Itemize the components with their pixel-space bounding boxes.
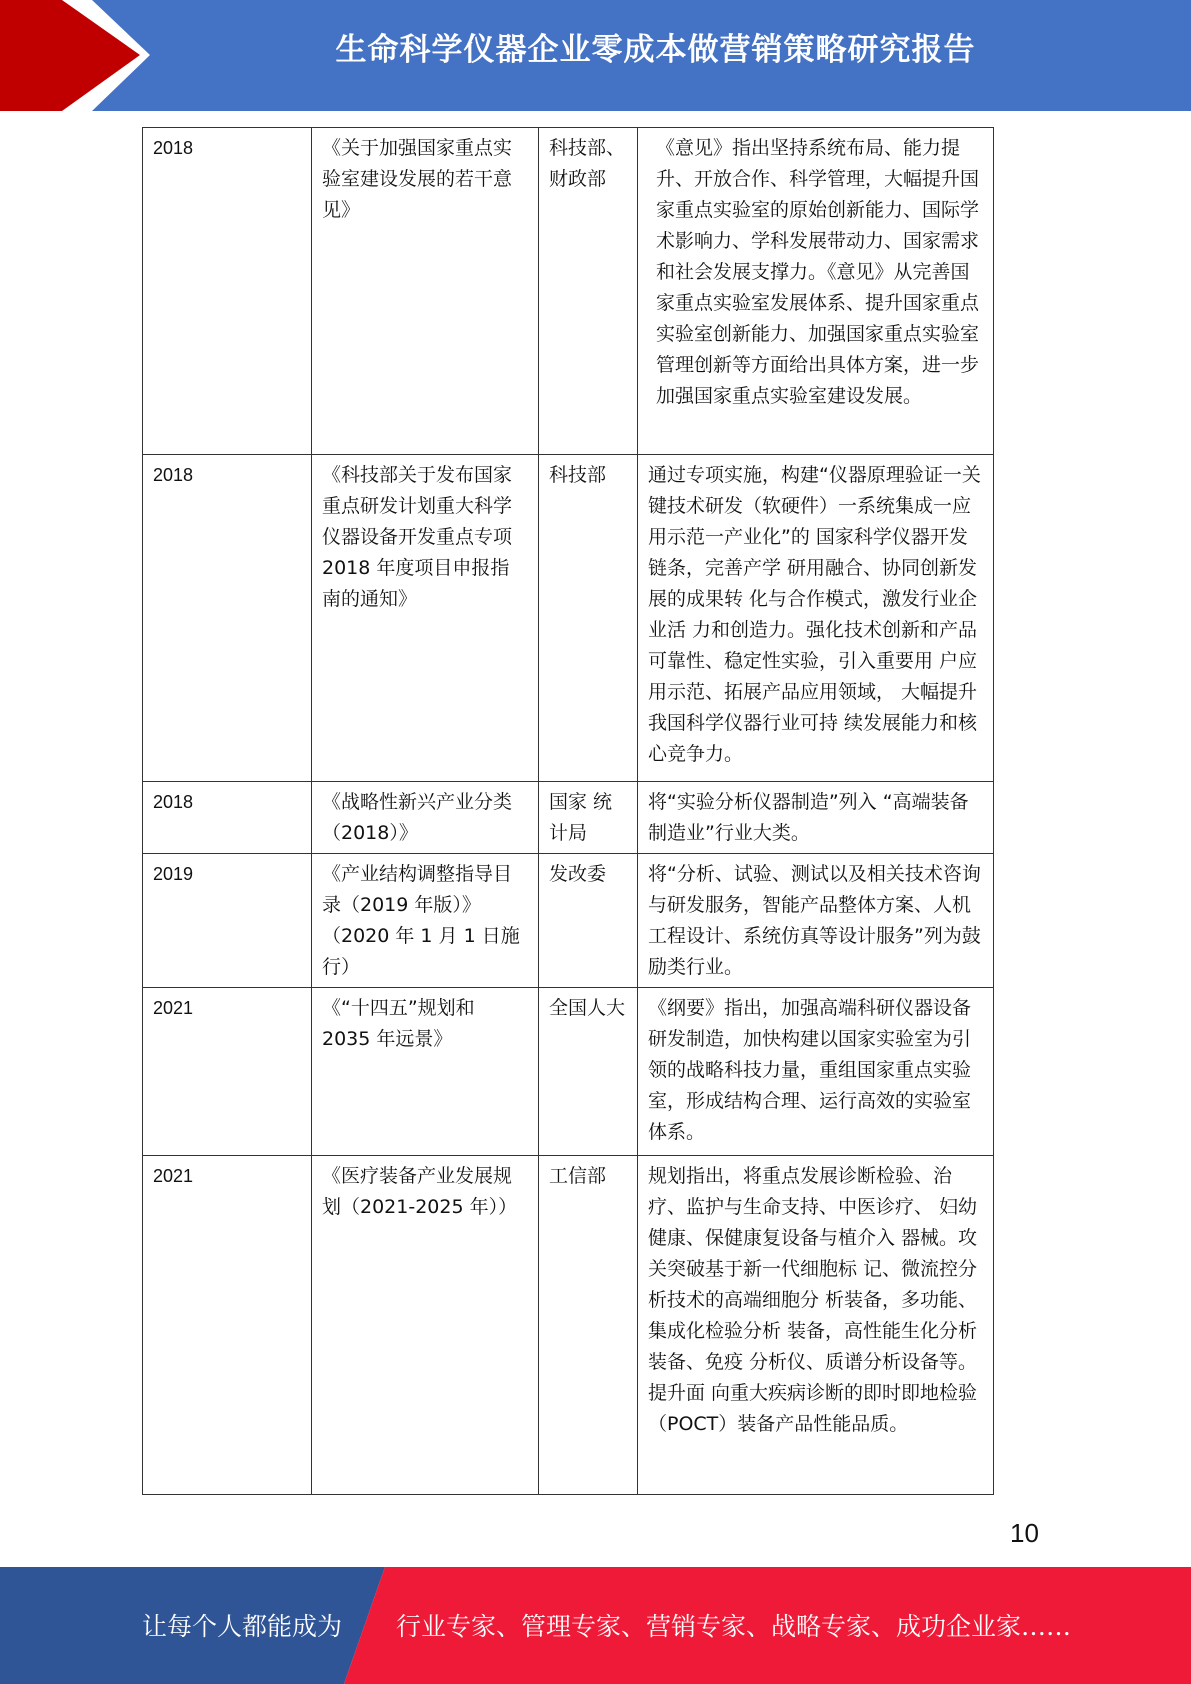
table-row (143, 782, 994, 854)
department-cell: 全国人大 (539, 988, 638, 1156)
document-cell: 《战略性新兴产业分类（2018）》 (312, 782, 539, 854)
policy-table (142, 127, 994, 1495)
year-cell: 2021 (143, 1156, 312, 1495)
page-header (0, 0, 1191, 111)
department-cell: 发改委 (539, 854, 638, 988)
department-cell: 科技部 (539, 455, 638, 782)
document-cell: 《科技部关于发布国家重点研发计划重大科学仪器设备开发重点专项 2018 年度项目申报指南的通知》 (312, 455, 539, 782)
department-cell: 工信部 (539, 1156, 638, 1495)
description-cell: 《意见》指出坚持系统布局、能力提升、开放合作、科学管理，大幅提升国家重点实验室的原始创新能力、国际学术影响力、学科发展带动力、国家需求和社会发展支撑力。《意见》从完善国家重点实验室发展体系、提升国家重点实验室创新能力、加强国家重点实验室管理创新等方面给出具体方案，进一步加强国家重点实验室建设发展。 (638, 128, 994, 455)
table-row (143, 455, 994, 782)
year-cell: 2018 (143, 455, 312, 782)
description-cell: 规划指出，将重点发展诊断检验、治疗、监护与生命支持、中医诊疗、 妇幼健康、保健康复设备与植介入 器械。攻关突破基于新一代细胞标 记、微流控分析技术的高端细胞分 析装备，多功能、集成化检验分析 装备，高性能生化分析装备、免疫 分析仪、质谱分析设备等。提升面 向重大疾病诊断的即时即地检验（POCT）装备产品性能品质。 (638, 1156, 994, 1495)
table-row (143, 854, 994, 988)
document-cell: 《产业结构调整指导目录（2019 年版）》（2020 年 1 月 1 日施行） (312, 854, 539, 988)
document-cell: 《医疗装备产业发展规划（2021-2025 年）） (312, 1156, 539, 1495)
description-cell: 《纲要》指出，加强高端科研仪器设备研发制造，加快构建以国家实验室为引领的战略科技力量，重组国家重点实验室，形成结构合理、运行高效的实验室体系。 (638, 988, 994, 1156)
description-cell: 通过专项实施，构建“仪器原理验证一关键技术研发（软硬件）一系统集成一应用示范一产业化”的 国家科学仪器开发链条，完善产学 研用融合、协同创新发展的成果转 化与合作模式，激发行业企业活 力和创造力。强化技术创新和产品 可靠性、稳定性实验，引入重要用 户应用示范、拓展产品应用领域， 大幅提升我国科学仪器行业可持 续发展能力和核心竞争力。 (638, 455, 994, 782)
description-cell: 将“实验分析仪器制造”列入 “高端装备制造业”行业大类。 (638, 782, 994, 854)
table-row (143, 128, 994, 455)
department-cell: 国家 统计局 (539, 782, 638, 854)
page-footer (0, 1567, 1191, 1684)
report-title: 生命科学仪器企业零成本做营销策略研究报告 (335, 32, 976, 68)
footer-slogan-left: 让每个人都能成为 (142, 1612, 343, 1641)
table-row (143, 1156, 994, 1495)
document-cell: 《关于加强国家重点实验室建设发展的若干意见》 (312, 128, 539, 455)
year-cell: 2019 (143, 854, 312, 988)
description-cell: 将“分析、试验、测试以及相关技术咨询与研发服务，智能产品整体方案、人机工程设计、系统仿真等设计服务”列为鼓励类行业。 (638, 854, 994, 988)
department-cell: 科技部、财政部 (539, 128, 638, 455)
year-cell: 2018 (143, 782, 312, 854)
page-number: 10 (1010, 1518, 1039, 1548)
footer-slogan-right: 行业专家、管理专家、营销专家、战略专家、成功企业家…… (396, 1612, 1072, 1641)
document-cell: 《“十四五”规划和 2035 年远景》 (312, 988, 539, 1156)
year-cell: 2021 (143, 988, 312, 1156)
table-row (143, 988, 994, 1156)
year-cell: 2018 (143, 128, 312, 455)
